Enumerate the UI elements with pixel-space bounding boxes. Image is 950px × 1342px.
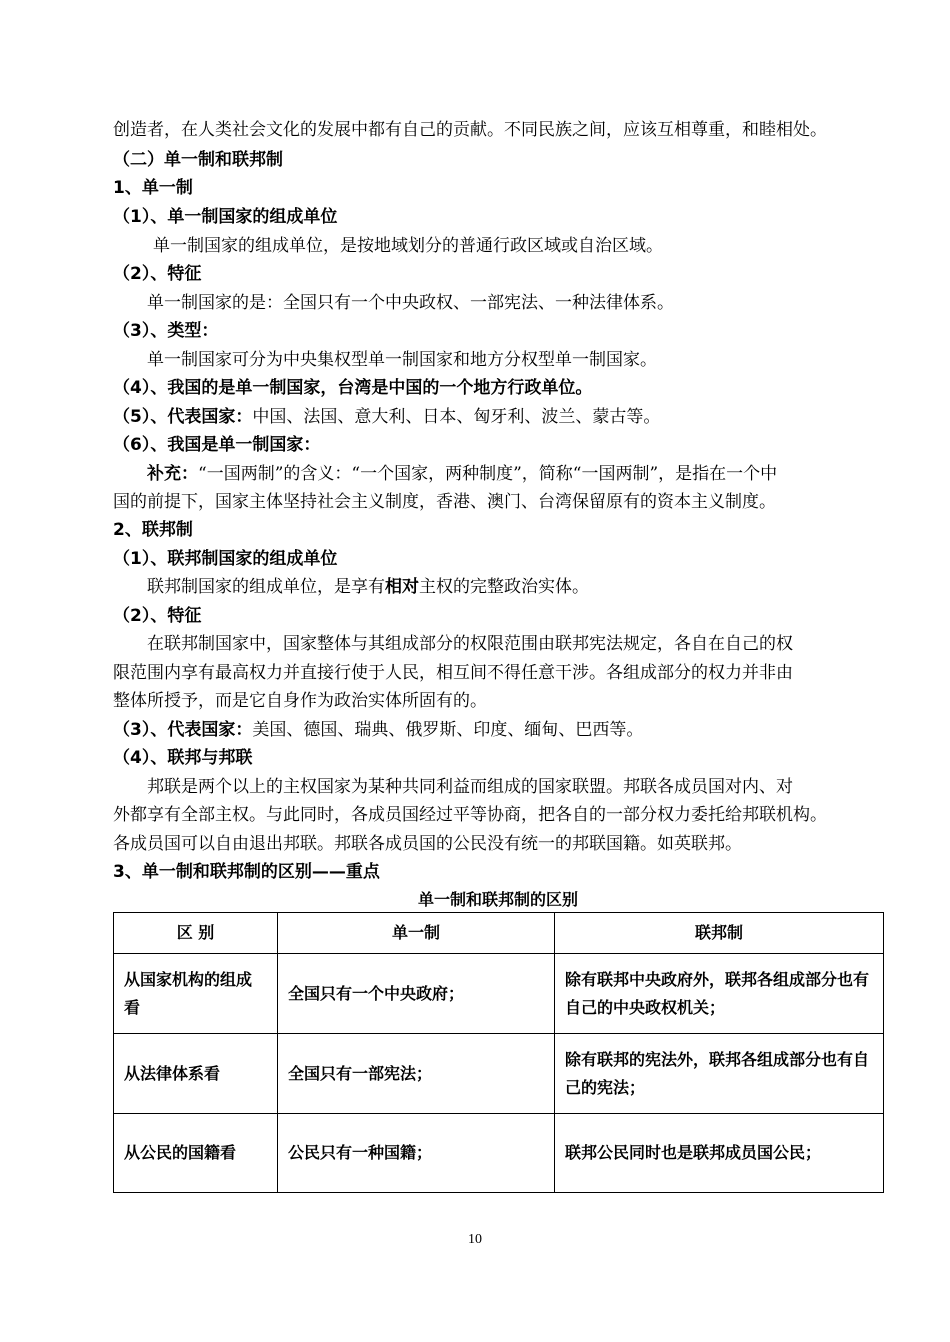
table-cell: 从法律体系看	[114, 1034, 278, 1114]
paragraph-line: 外都享有全部主权。与此同时，各成员国经过平等协商，把各自的一部分权力委托给邦联机构。	[113, 805, 827, 825]
section-heading: （二）单一制和联邦制	[113, 150, 283, 170]
paragraph-line: 创造者，在人类社会文化的发展中都有自己的贡献。不同民族之间，应该互相尊重，和睦相处。	[113, 120, 827, 140]
item-text: 美国、德国、瑞典、俄罗斯、印度、缅甸、巴西等。	[252, 720, 644, 740]
table-cell: 全国只有一个中央政府；	[278, 954, 555, 1034]
text-span: 主权的完整政治实体。	[419, 577, 589, 597]
table-row	[114, 1034, 884, 1114]
item-heading: （1）、单一制国家的组成单位	[113, 207, 338, 227]
item-text: 中国、法国、意大利、日本、匈牙利、波兰、蒙古等。	[252, 407, 661, 427]
table-header-row	[114, 913, 884, 954]
paragraph-line	[113, 403, 660, 431]
text-span: 联邦制国家的组成单位，是享有	[147, 577, 385, 597]
paragraph-line: 在联邦制国家中，国家整体与其组成部分的权限范围由联邦宪法规定，各自在自己的权	[147, 634, 793, 654]
table-cell: 除有联邦中央政府外，联邦各组成部分也有自己的中央政权机关；	[555, 954, 884, 1034]
table-row	[114, 1114, 884, 1193]
header-cell: 联邦制	[555, 913, 884, 954]
paragraph-line: 限范围内享有最高权力并直接行使于人民，相互间不得任意干涉。各组成部分的权力并非由	[113, 663, 793, 683]
item-heading: （6）、我国是单一制国家：	[113, 435, 321, 455]
table-cell: 联邦公民同时也是联邦成员国公民；	[555, 1114, 884, 1193]
supplement-text: “一国两制”的含义：“一个国家，两种制度”，简称“一国两制”，是指在一个中	[198, 464, 778, 484]
page-number: 10	[468, 1232, 482, 1247]
item-heading: （5）、代表国家：	[113, 407, 253, 427]
table-cell: 从国家机构的组成看	[114, 954, 278, 1034]
header-cell: 单一制	[278, 913, 555, 954]
paragraph-line	[147, 573, 589, 601]
paragraph-line: 单一制国家可分为中央集权型单一制国家和地方分权型单一制国家。	[147, 350, 657, 370]
item-heading: （4）、联邦与邦联	[113, 748, 253, 768]
item-heading: （2）、特征	[113, 606, 202, 626]
paragraph-line: 整体所授予，而是它自身作为政治实体所固有的。	[113, 691, 487, 711]
header-cell: 区 别	[114, 913, 278, 954]
paragraph-line: 单一制国家的是：全国只有一个中央政权、一部宪法、一种法律体系。	[147, 293, 674, 313]
item-heading: （1）、联邦制国家的组成单位	[113, 549, 338, 569]
subsection-heading: 1、单一制	[113, 178, 193, 198]
paragraph-line: 单一制国家的组成单位，是按地域划分的普通行政区域或自治区域。	[153, 236, 663, 256]
table-cell: 全国只有一部宪法；	[278, 1034, 555, 1114]
paragraph-line: 各成员国可以自由退出邦联。邦联各成员国的公民没有统一的邦联国籍。如英联邦。	[113, 834, 742, 854]
paragraph-line: 国的前提下，国家主体坚持社会主义制度，香港、澳门、台湾保留原有的资本主义制度。	[113, 492, 776, 512]
table-cell: 从公民的国籍看	[114, 1114, 278, 1193]
item-heading: （3）、类型：	[113, 321, 219, 341]
item-heading: （3）、代表国家：	[113, 720, 253, 740]
comparison-table	[113, 912, 884, 1193]
item-heading: （4）、我国的是单一制国家，台湾是中国的一个地方行政单位。	[113, 378, 593, 398]
subsection-heading: 3、单一制和联邦制的区别——重点	[113, 862, 380, 882]
table-caption: 单一制和联邦制的区别	[417, 890, 578, 909]
table-cell: 公民只有一种国籍；	[278, 1114, 555, 1193]
paragraph-line: 邦联是两个以上的主权国家为某种共同利益而组成的国家联盟。邦联各成员国对内、对	[147, 777, 793, 797]
table-cell: 除有联邦的宪法外，联邦各组成部分也有自己的宪法；	[555, 1034, 884, 1114]
item-heading: （2）、特征	[113, 264, 202, 284]
table-row	[114, 954, 884, 1034]
supplement-label: 补充：	[147, 464, 198, 484]
emphasis-span: 相对	[385, 577, 419, 597]
paragraph-line	[113, 716, 643, 744]
subsection-heading: 2、联邦制	[113, 520, 193, 540]
paragraph-line	[147, 460, 777, 488]
